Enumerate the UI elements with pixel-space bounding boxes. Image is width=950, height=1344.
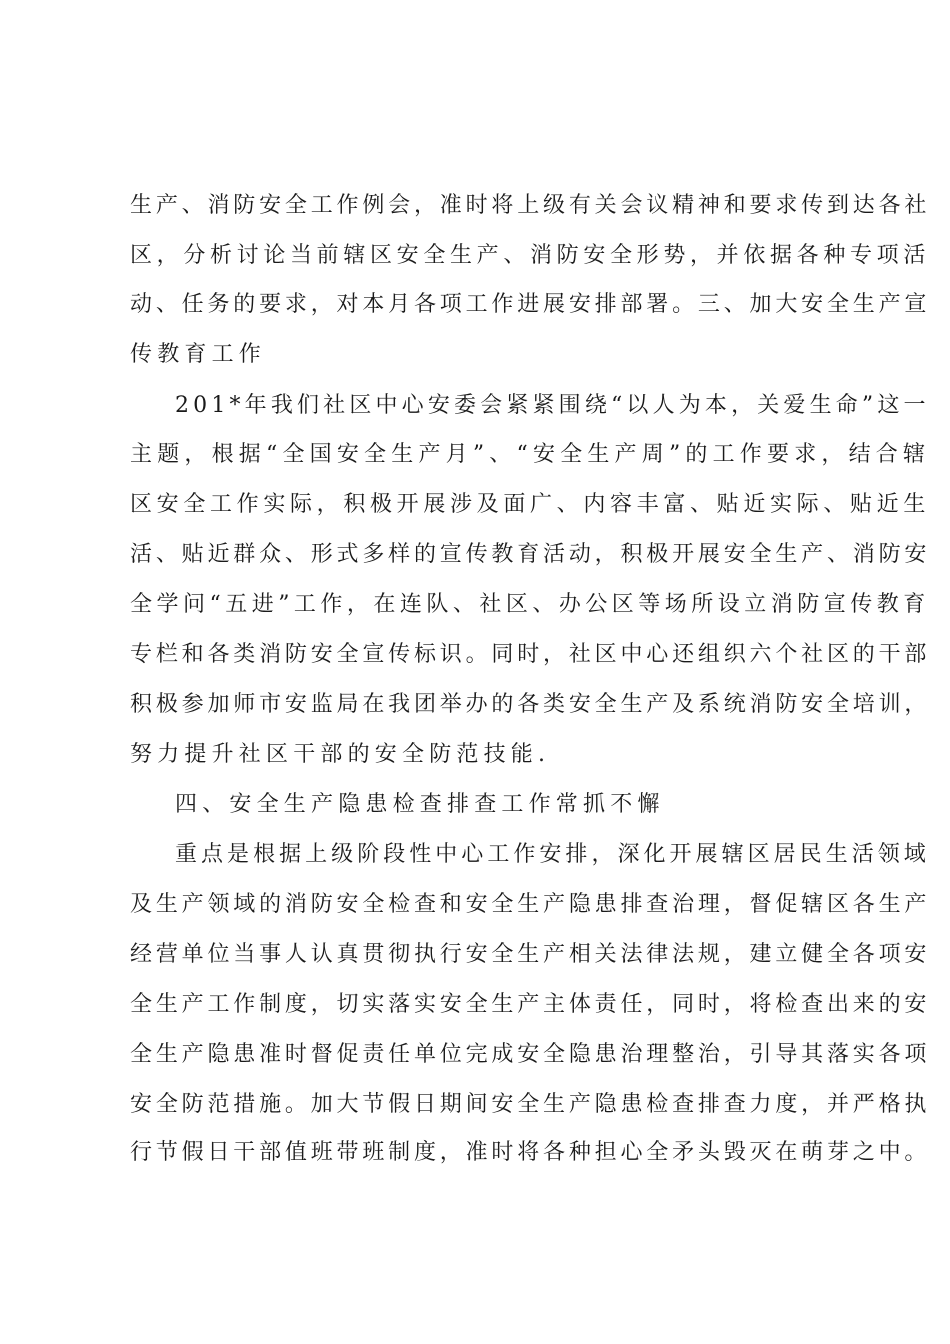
text-line: 经营单位当事人认真贯彻执行安全生产相关法律法规，建立健全各项安 [130, 942, 931, 967]
text-line: 重点是根据上级阶段性中心工作安排，深化开展辖区居民生活领域 [175, 842, 930, 867]
text-line: 全生产工作制度，切实落实安全生产主体责任，同时，将检查出来的安 [130, 992, 931, 1017]
text-line: 活、贴近群众、形式多样的宣传教育活动，积极开展安全生产、消防安 [130, 542, 931, 567]
text-line: 专栏和各类消防安全宣传标识。同时，社区中心还组织六个社区的干部 [130, 642, 931, 667]
text-line: 区，分析讨论当前辖区安全生产、消防安全形势，并依据各种专项活 [130, 243, 931, 268]
text-line: 全学问“五进”工作，在连队、社区、办公区等场所设立消防宣传教育 [130, 592, 930, 617]
text-line: 区安全工作实际，积极开展涉及面广、内容丰富、贴近实际、贴近生 [130, 492, 931, 517]
text-line: 201*年我们社区中心安委会紧紧围绕“以人为本，关爱生命”这一 [175, 393, 930, 418]
text-line: 及生产领域的消防安全检查和安全生产隐患排查治理，督促辖区各生产 [130, 892, 931, 917]
text-line: 动、任务的要求，对本月各项工作进展安排部署。三、加大安全生产宣 [130, 292, 931, 317]
text-line: 安全防范措施。加大节假日期间安全生产隐患检查排查力度，并严格执 [130, 1092, 931, 1117]
text-line: 积极参加师市安监局在我团举办的各类安全生产及系统消防安全培训， [130, 692, 931, 717]
text-line: 努力提升社区干部的安全防范技能. [130, 742, 551, 767]
text-line: 全生产隐患准时督促责任单位完成安全隐患治理整治，引导其落实各项 [130, 1042, 931, 1067]
text-line: 传教育工作 [130, 342, 267, 367]
text-line: 行节假日干部值班带班制度，准时将各种担心全矛头毁灭在萌芽之中。 [130, 1140, 931, 1165]
text-line: 生产、消防安全工作例会，准时将上级有关会议精神和要求传到达各社 [130, 193, 931, 218]
section-heading: 四、安全生产隐患检查排查工作常抓不懈 [175, 792, 665, 817]
text-line: 主题，根据“全国安全生产月”、“安全生产周”的工作要求，结合辖 [130, 442, 931, 467]
